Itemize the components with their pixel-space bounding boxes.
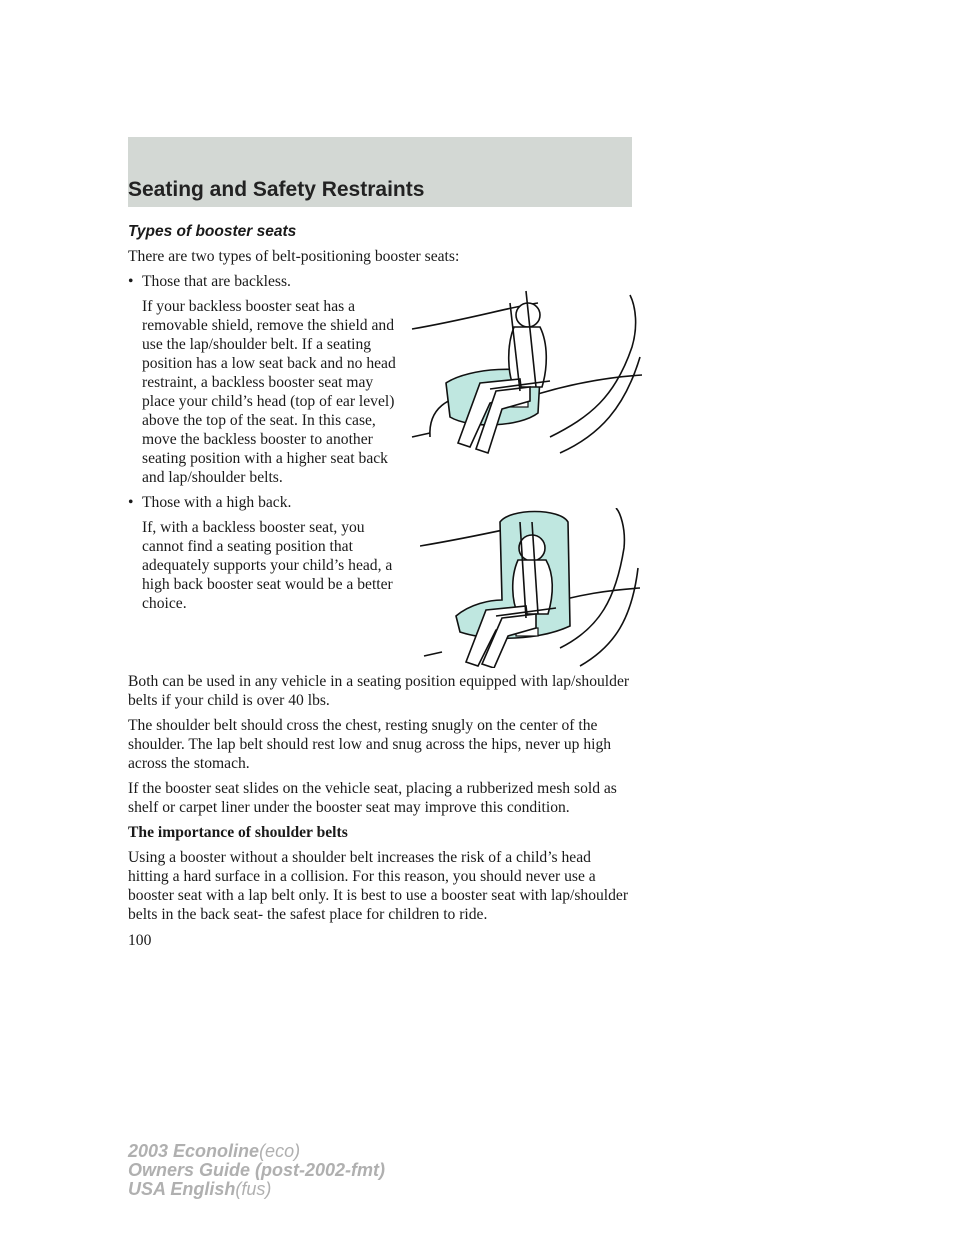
high-back-booster-illustration [420,508,640,668]
paragraph-both: Both can be used in any vehicle in a seating position equipped with lap/shoulder belts if your child is over 40 lbs. [128,673,630,709]
bullet-dot: • [128,273,134,290]
footer-line-2: Owners Guide (post-2002-fmt) [128,1160,386,1180]
subheading-importance: The importance of shoulder belts [128,824,348,841]
bullet-dot: • [128,494,134,511]
paragraph-slides: If the booster seat slides on the vehicle seat, placing a rubberized mesh sold as shelf or carpet liner under the booster seat may improve this condition. [128,780,617,816]
high-back-paragraph: If, with a backless booster seat, you cannot find a seating position that adequately supports your child’s head, a high back booster seat would be a better choice. [142,519,393,612]
footer-line-1: 2003 Econoline(eco) [128,1141,301,1161]
paragraph-shoulder-belt: The shoulder belt should cross the chest, resting snugly on the center of the shoulder. The lap belt should rest low and snug across the hips, never up high across the stomach. [128,717,612,772]
footer-line-3: USA English(fus) [128,1179,272,1199]
subheading-booster-types: Types of booster seats [128,223,297,240]
page-number: 100 [128,932,152,949]
intro-paragraph: There are two types of belt-positioning booster seats: [128,248,460,265]
section-title: Seating and Safety Restraints [128,178,425,201]
backless-booster-illustration [410,287,642,457]
bullet-high-back: • Those with a high back. [128,494,292,511]
backless-block [142,297,634,493]
high-back-block [142,518,634,672]
paragraph-importance: Using a booster without a shoulder belt increases the risk of a child’s head hitting a hard surface in a collision. For this reason, you should never use a booster seat with a lap belt only. It is best to use a booster seat with lap/shoulder belts in the back seat- the safest place for children to ride. [128,849,629,923]
page-content [128,222,634,930]
footer-doc-info [128,1142,385,1199]
bullet-backless: • Those that are backless. [128,273,291,290]
backless-paragraph: If your backless booster seat has a removable shield, remove the shield and use the lap/shoulder belt. If a seating position has a low seat back and no head restraint, a backless booster seat may place your child’s head (top of ear level) above the top of the seat. In this case, move the backless booster to another seating position with a higher seat back and lap/shoulder belts. [142,298,396,486]
